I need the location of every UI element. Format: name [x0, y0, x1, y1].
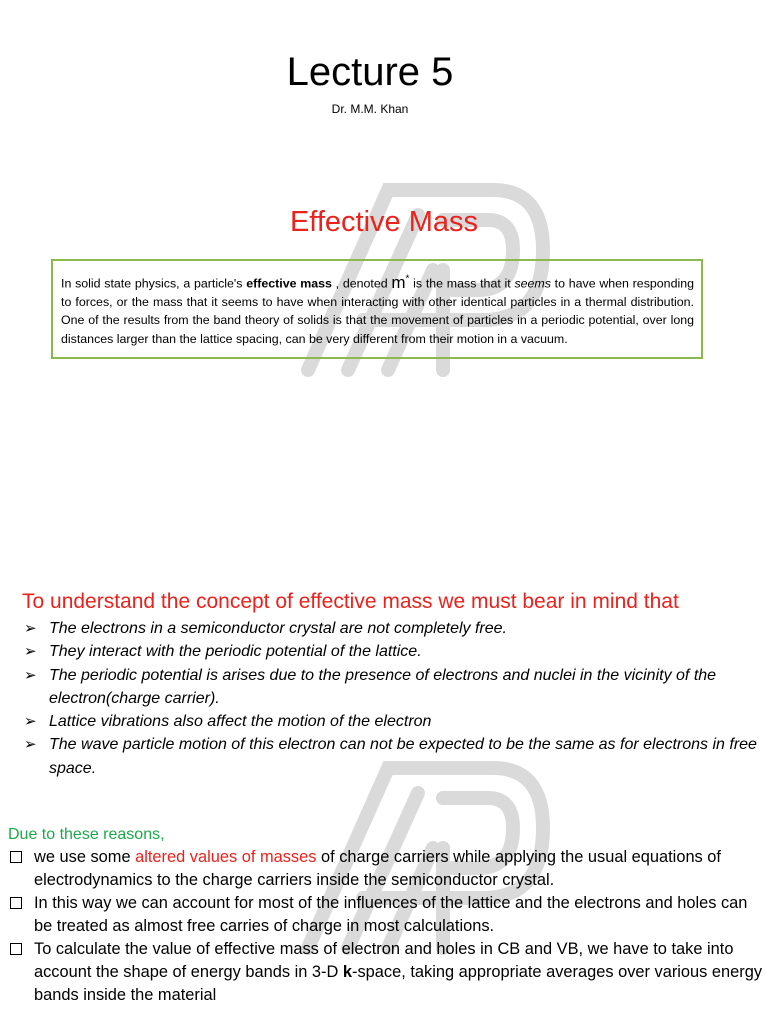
list-item: [22, 733, 762, 780]
checkbox-bullet-icon: [10, 897, 22, 909]
author-name: Dr. M.M. Khan: [331, 102, 409, 116]
list-item: [8, 938, 763, 1007]
definition-text-3: is the mass that it: [409, 276, 515, 291]
mass-symbol: [391, 273, 409, 292]
reason-text-1b: of charge carriers while applying the usual equations of electrodynamics to the charge carriers inside the semiconductor crystal.: [34, 848, 721, 889]
concept-heading: To understand the concept of effective mass we must bear in mind that: [22, 590, 679, 613]
reasons-intro: Due to these reasons,: [8, 826, 165, 843]
reason-text-3b: -space, taking appropriate averages over various energy bands inside the material: [34, 963, 763, 1004]
arrow-bullet-icon: ➢: [24, 620, 37, 637]
list-item-text: They interact with the periodic potential of the lattice.: [49, 643, 422, 661]
reason-text-3a: To calculate the value of effective mass of electron and holes in CB and VB, we have to take into account the shape of energy bands in 3-D: [34, 940, 734, 981]
definition-text-2: , denoted: [331, 276, 392, 291]
definition-text-1: In solid state physics, a particle's: [61, 276, 247, 291]
list-item-text: The wave particle motion of this electron can not be expected to be the same as for electrons in free space.: [49, 736, 757, 777]
mass-symbol-star: *: [405, 273, 410, 284]
reasons-list: [8, 846, 763, 1007]
list-item: [22, 710, 762, 733]
checkbox-bullet-icon: [10, 943, 22, 955]
list-item: [8, 892, 763, 938]
arrow-bullet-icon: ➢: [24, 736, 37, 754]
list-item: [22, 640, 762, 663]
list-item: [22, 664, 762, 711]
list-item-text: The periodic potential is arises due to the presence of electrons and nuclei in the vicinity of the electron(charge carrier).: [49, 666, 717, 707]
list-item: [8, 846, 763, 892]
arrow-bullet-icon: ➢: [24, 713, 37, 731]
definition-text-4: to have when responding to forces, or the mass that it seems to have when interacting with other identical particles in a thermal distribution. One of the results from the band theory of solids is that the movement of particles in a periodic potential, over long distances larger than the lattice spacing, can be very different from their motion in a vacuum.: [61, 276, 694, 346]
list-item-text: The electrons in a semiconductor crystal are not completely free.: [49, 620, 507, 637]
section-heading: Effective Mass: [289, 206, 479, 238]
reason-text-2: In this way we can account for most of the influences of the lattice and the electrons and holes can be treated as almost free carries of charge in most calculations.: [34, 894, 748, 935]
concept-list: [22, 617, 762, 780]
k-vector-symbol: k: [342, 963, 353, 981]
effective-mass-term: effective mass: [246, 276, 332, 291]
definition-box: [51, 259, 703, 359]
reason-text-1a: we use some: [34, 848, 136, 866]
list-item: [22, 617, 762, 640]
list-item-text: Lattice vibrations also affect the motion of the electron: [49, 713, 432, 731]
checkbox-bullet-icon: [10, 851, 22, 863]
page-title: Lecture 5: [286, 50, 454, 94]
arrow-bullet-icon: ➢: [24, 643, 37, 661]
altered-masses-highlight: altered values of masses: [135, 848, 317, 866]
seems-word: seems: [514, 276, 551, 291]
arrow-bullet-icon: ➢: [24, 666, 37, 684]
mass-symbol-letter: m: [391, 272, 406, 292]
